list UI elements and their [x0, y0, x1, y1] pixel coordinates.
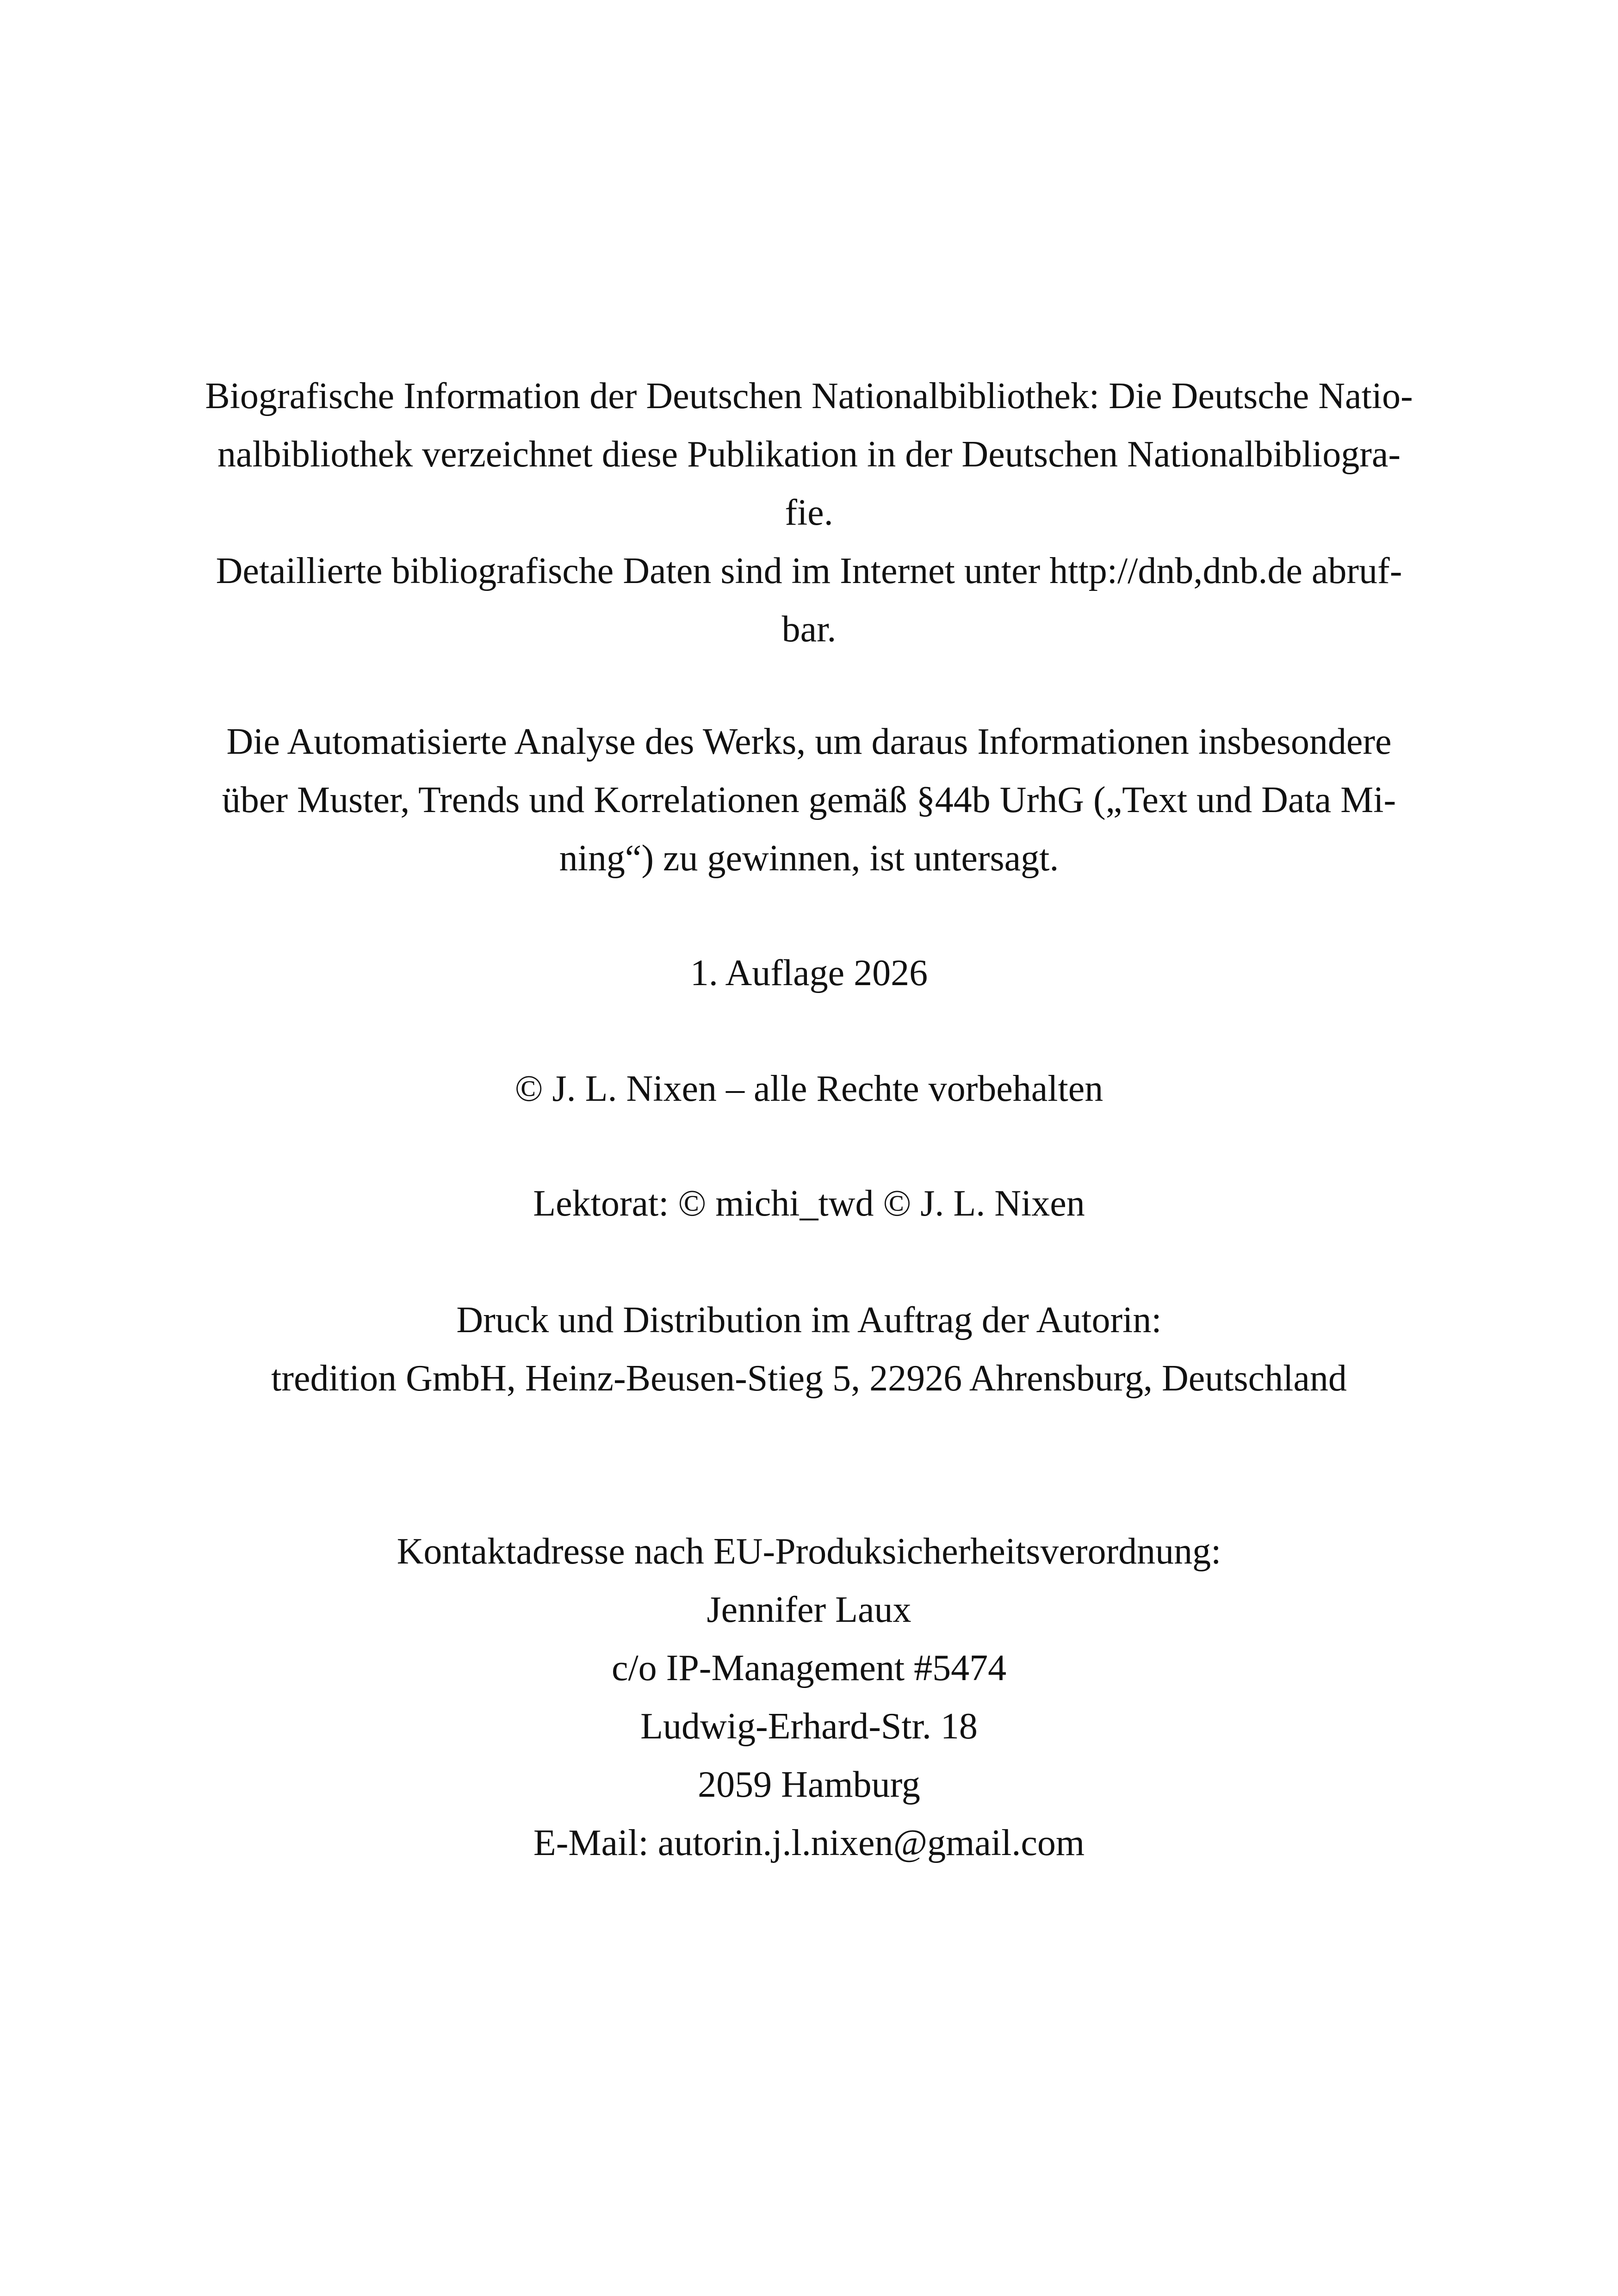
contact-address	[139, 1522, 1479, 1872]
edition-notice	[139, 944, 1479, 1002]
contact-email: E-Mail: autorin.j.l.nixen@gmail.com	[533, 1823, 1085, 1863]
print-distribution-line: tredition GmbH, Heinz-Beusen-Stieg 5, 22926 Ahrensburg, Deutschland	[271, 1358, 1347, 1399]
tdm-notice-line: ning“) zu gewinnen, ist untersagt.	[559, 838, 1059, 879]
edition-text: 1. Auflage 2026	[690, 953, 928, 993]
editing-credit	[139, 1174, 1479, 1233]
contact-name: Jennifer Laux	[707, 1589, 911, 1630]
dnb-notice-line: Biografische Information der Deutschen Nationalbibliothek: Die Deutsche Natio-	[205, 376, 1413, 416]
copyright-notice	[139, 1060, 1479, 1118]
print-distribution-notice	[139, 1291, 1479, 1408]
copyright-text: © J. L. Nixen – alle Rechte vorbehalten	[515, 1068, 1103, 1109]
dnb-bibliographic-notice	[139, 367, 1479, 658]
editing-text: Lektorat: © michi_twd © J. L. Nixen	[533, 1183, 1085, 1224]
contact-care-of: c/o IP-Management #5474	[611, 1648, 1007, 1688]
contact-city: 2059 Hamburg	[698, 1764, 920, 1805]
text-data-mining-notice	[139, 713, 1479, 887]
dnb-notice-line: bar.	[781, 609, 837, 650]
tdm-notice-line: über Muster, Trends und Korrelationen gemäß §44b UrhG („Text und Data Mi-	[222, 780, 1396, 820]
print-distribution-line: Druck und Distribution im Auftrag der Autorin:	[456, 1300, 1162, 1340]
dnb-notice-line: Detaillierte bibliografische Daten sind im Internet unter http://dnb,dnb.de abruf-	[216, 551, 1402, 591]
dnb-notice-line: fie.	[785, 492, 833, 533]
dnb-notice-line: nalbibliothek verzeichnet diese Publikation in der Deutschen Nationalbibliogra-	[217, 434, 1401, 475]
tdm-notice-line: Die Automatisierte Analyse des Werks, um daraus Informationen insbesondere	[226, 721, 1392, 762]
contact-street: Ludwig-Erhard-Str. 18	[640, 1706, 978, 1747]
contact-heading: Kontaktadresse nach EU-Produksicherheitsverordnung:	[397, 1531, 1221, 1572]
